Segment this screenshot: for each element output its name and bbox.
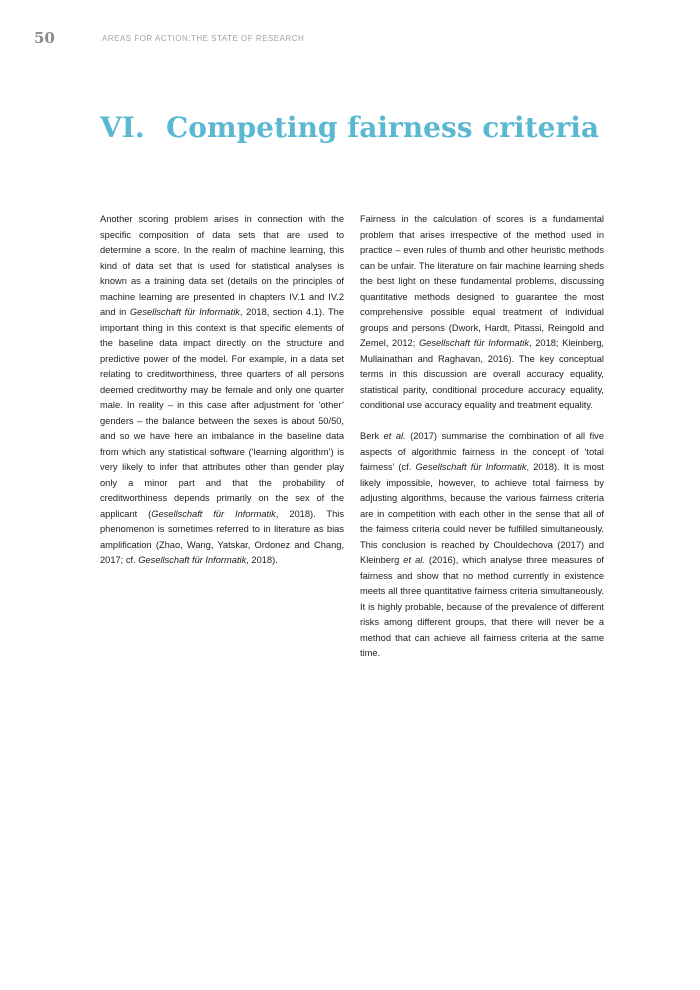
- italic-citation: Gesellschaft für Informatik: [138, 555, 247, 565]
- text-run: (2017) summarise the combination of all five aspects of algorithmic fairness in the concept of ‘total fairness’ (cf.: [360, 431, 604, 472]
- text-run: Another scoring problem arises in connection with the specific composition of data sets that are used to determine a score. In the realm of machine learning, this kind of data set that is used for statistical analyses is known as a training data set (details on the principles of machine learning are presented in chapters IV.1 and IV.2 and in: [100, 214, 344, 317]
- chapter-number: VI.: [100, 110, 145, 144]
- italic-citation: Gesellschaft für Informatik: [415, 462, 527, 472]
- paragraph: [360, 429, 604, 662]
- page-number: 50: [34, 29, 55, 47]
- page-header: [34, 29, 654, 49]
- text-run: , 2018).: [246, 555, 278, 565]
- text-run: , 2018). This phenomenon is sometimes referred to in literature as bias amplification (Zhao, Wang, Yatskar, Ordonez and Chang, 2017; cf.: [100, 508, 344, 565]
- text-run: (2016), which analyse three measures of fairness and show that no method currently in existence meets all three quantitative fairness criteria simultaneously. It is highly probable, because of the prevalence of different risks among different groups, that there will never be a method that can achieve all fairness criteria at the same time.: [360, 555, 604, 658]
- text-run: Berk: [360, 431, 384, 441]
- running-head: AREAS FOR ACTION:THE STATE OF RESEARCH: [102, 34, 305, 43]
- chapter-heading: [100, 111, 660, 144]
- paragraph: [100, 212, 344, 569]
- italic-citation: Gesellschaft für Informatik: [129, 307, 240, 317]
- text-run: , 2018, section 4.1). The important thing in this context is that specific elements of the baseline data impact directly on the structure and predictive power of the model. For example, in a data set relating to creditworthiness, three quarters of all persons deemed creditworthy may be female and only one quarter male. In reality – in this case after adjustment for ‘other’ genders – the balance between the sexes is about 50/50, and so we have here an imbalance in the baseline data from which any statistical software (‘learning algorithm’) is very likely to infer that attributes other than gender play only a minor part and that the probability of creditworthiness depends primarily on the sex of the applicant (: [100, 307, 344, 519]
- right-column: [360, 212, 604, 677]
- text-run: Fairness in the calculation of scores is a fundamental problem that arises irrespective of the method used in practice – even rules of thumb and other heuristic methods can be unfair. The literature on fair machine learning sheds the best light on these fundamental problems, discussing quantitative methods designed to guarantee the most comprehensive possible equal treatment of individual groups and persons (Dwork, Hardt, Pitassi, Reingold and Zemel, 2012;: [360, 214, 604, 348]
- text-run: , 2018). It is most likely impossible, however, to achieve total fairness by adjusting algorithms, because the various fairness criteria are in competition with each other in the sense that all of the fairness criteria could never be fulfilled simultaneously. This conclusion is reached by Chouldechova (2017) and Kleinberg: [360, 462, 604, 565]
- italic-citation: Gesellschaft für Informatik: [151, 508, 276, 519]
- chapter-title: Competing fairness criteria: [166, 110, 599, 144]
- italic-citation: et al.: [383, 431, 406, 441]
- paragraph: [360, 212, 604, 414]
- italic-citation: et al.: [403, 555, 425, 565]
- left-column: [100, 212, 344, 584]
- italic-citation: Gesellschaft für Informatik: [418, 338, 530, 348]
- text-run: , 2018; Kleinberg, Mullainathan and Raghavan, 2016). The key conceptual terms in this discussion are overall accuracy equality, statistical parity, conditional procedure accuracy equality, conditional use accuracy equality and treatment equality.: [360, 338, 604, 410]
